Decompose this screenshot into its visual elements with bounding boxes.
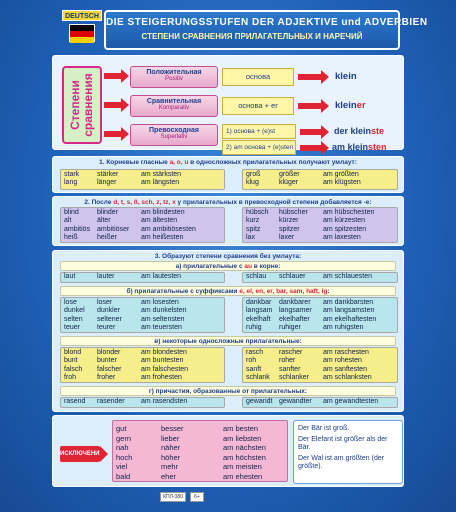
word-comparative: spitzer (279, 225, 300, 233)
table-row (61, 349, 224, 357)
table-row (113, 462, 287, 472)
degree-positive (130, 66, 218, 88)
panel-right (242, 297, 398, 333)
word-positive: viel (116, 462, 128, 472)
table-row (61, 366, 224, 374)
word-superlative: am schlauesten (323, 273, 373, 280)
word-positive: laut (64, 273, 76, 280)
word-positive: dunkel (64, 307, 85, 315)
word-comparative: roher (279, 357, 296, 365)
label-part: б) прилагательные с суффиксами (126, 288, 240, 295)
word-positive: lose (64, 299, 77, 306)
word-superlative: am höchsten (223, 452, 266, 462)
word-positive: gewandt (246, 398, 273, 405)
word-positive: blond (64, 349, 82, 356)
heading-part: 2. После (84, 199, 114, 206)
panel-left (60, 347, 225, 383)
word-positive: ambitiös (64, 225, 91, 233)
poster-title (104, 10, 428, 50)
example-superlative: Der Wal ist am größten (der größte). (298, 455, 385, 470)
word-positive: schlank (246, 374, 270, 382)
subheading-participles: г) причастия, образованные от прилагательных: (60, 386, 396, 396)
word-positive: langsam (246, 307, 273, 315)
result-arrow (298, 74, 322, 80)
word-comparative: blonder (97, 349, 121, 356)
word-positive: spitz (246, 225, 261, 233)
word-comparative: näher (161, 443, 181, 453)
panel-left (60, 207, 225, 243)
word-comparative: langsamer (279, 307, 312, 315)
word-comparative: höher (161, 452, 181, 462)
word-positive: ruhig (246, 324, 262, 332)
degree-superlative (130, 124, 218, 146)
result-stem: klein (335, 100, 357, 111)
heading-part: у прилагательных в превосходной степени добавляется -e: (175, 199, 372, 206)
word-superlative: am frohesten (141, 374, 182, 382)
result-ending: sten (368, 142, 387, 152)
word-comparative: größer (279, 171, 300, 178)
table-row (243, 316, 397, 324)
word-comparative: schlauer (279, 273, 306, 280)
subheading-au (60, 261, 396, 271)
result-ending: ste (371, 126, 385, 136)
example-note (293, 420, 403, 484)
word-table (61, 398, 224, 406)
word-superlative: am langsamsten (323, 307, 375, 315)
table-row (61, 273, 224, 281)
word-positive: rasend (64, 398, 86, 405)
word-table (61, 208, 224, 243)
connector-arrow (104, 131, 122, 137)
subheading-suffixes (60, 286, 396, 296)
word-comparative: seltener (97, 315, 122, 323)
table-row (243, 273, 397, 281)
word-comparative: heißer (97, 234, 117, 242)
degree-latin: Komparativ (158, 105, 190, 111)
section-heading (53, 197, 403, 206)
section-heading (53, 157, 403, 166)
word-positive: bunt (64, 357, 78, 365)
result-arrow (298, 103, 322, 109)
word-positive: schlau (246, 273, 267, 280)
word-comparative: sanfter (279, 365, 301, 373)
panel-left (60, 169, 225, 190)
exceptions-tag: ИСКЛЮЧЕНИЯ (60, 446, 100, 462)
badge-label: DEUTSCH (62, 10, 102, 21)
word-superlative: am laxesten (323, 234, 361, 242)
panel-right (242, 397, 398, 408)
word-superlative: am sanftesten (323, 365, 367, 373)
word-comparative: rascher (279, 349, 303, 356)
word-superlative: am losesten (141, 299, 179, 306)
degree-name: Положительная (146, 69, 202, 76)
word-positive: kurz (246, 217, 260, 225)
word-superlative: am ältesten (141, 217, 178, 225)
word-positive: lax (246, 234, 255, 242)
word-table (243, 348, 397, 383)
table-row (243, 299, 397, 307)
word-comparative: dankbarer (279, 299, 311, 306)
word-positive: stark (64, 171, 80, 178)
word-superlative: am stärksten (141, 171, 182, 178)
table-row (113, 472, 287, 482)
table-row (243, 357, 397, 365)
result-stem: klein (335, 71, 357, 82)
word-comparative: blinder (97, 209, 119, 216)
word-positive: rasch (246, 349, 264, 356)
title-russian: СТЕПЕНИ СРАВНЕНИЯ ПРИЛАГАТЕЛЬНЫХ И НАРЕЧИЙ (141, 32, 363, 41)
table-row (61, 217, 224, 225)
panel-right (242, 169, 398, 190)
word-comparative: teurer (97, 324, 116, 332)
label-part: в корне: (251, 263, 281, 270)
base-box: основа (222, 68, 294, 86)
connector-arrow (104, 102, 122, 108)
table-row (243, 217, 397, 225)
word-positive: ekelhaft (246, 315, 271, 323)
word-superlative: am ekelhaftesten (323, 315, 377, 323)
word-superlative: am schlanksten (323, 374, 372, 382)
result-positive (335, 71, 357, 82)
word-table (61, 170, 224, 188)
word-comparative: bunter (97, 357, 117, 365)
panel-right (242, 272, 398, 283)
table-row (61, 307, 224, 315)
panel-left (60, 397, 225, 408)
word-superlative: am blindesten (141, 209, 185, 216)
word-comparative: länger (97, 179, 117, 187)
table-row (243, 179, 397, 187)
panel-left (60, 272, 225, 283)
word-superlative: am größten (323, 171, 359, 178)
word-comparative: falscher (97, 365, 122, 373)
table-row (61, 234, 224, 242)
result-stem: am klein (332, 142, 369, 152)
table-row (243, 171, 397, 179)
table-row (243, 209, 397, 217)
word-positive: klug (246, 179, 259, 187)
word-positive: hoch (116, 452, 133, 462)
panel-left (60, 297, 225, 333)
table-row (61, 179, 224, 187)
word-superlative: am dunkelsten (141, 307, 187, 315)
table-row (61, 226, 224, 234)
word-table (243, 398, 397, 406)
word-positive: dankbar (246, 299, 272, 306)
degree-latin: Superlativ (160, 134, 188, 140)
panel-right (242, 347, 398, 383)
table-row (243, 234, 397, 242)
table-row (113, 453, 287, 463)
label-highlight: au (244, 263, 252, 270)
table-row (113, 434, 287, 444)
heading-highlight: a, o, u (169, 159, 189, 166)
connector-arrow (104, 73, 122, 79)
base-box-2: 2) am основа + (e)sten (222, 140, 296, 155)
panel-right (242, 207, 398, 243)
word-table (243, 298, 397, 333)
table-row (61, 398, 224, 406)
heading-part: в односложных прилагательных получают умлаут: (188, 159, 357, 166)
result-superlative-2 (332, 142, 387, 152)
word-superlative: am klügsten (323, 179, 361, 187)
result-ending: er (356, 100, 366, 111)
word-superlative: am meisten (223, 462, 262, 472)
deutsch-badge (62, 10, 102, 46)
word-positive: nah (116, 443, 129, 453)
word-superlative: am ruhigsten (323, 324, 364, 332)
word-comparative: gewandter (279, 398, 312, 405)
table-row (113, 443, 287, 453)
title-german: DIE STEIGERUNGSSTUFEN DER ADJEKTIVE und ADVERBIEN (106, 17, 428, 28)
degree-name: Сравнительная (146, 98, 202, 105)
heading-part: 1. Корневые гласные (99, 159, 170, 166)
product-code: КПЛ-380 (160, 492, 186, 502)
table-row (243, 307, 397, 315)
subheading-monosyllabic: в) некоторые односложные прилагательные: (60, 336, 396, 346)
section-heading: 3. Образуют степени сравнения без умлаута: (154, 253, 302, 260)
german-flag-icon (69, 24, 95, 42)
word-comparative: mehr (161, 462, 179, 472)
heading-highlight: d, t, s, ß, sch, z, tz, x (113, 199, 176, 206)
word-superlative: am nächsten (223, 443, 266, 453)
word-table (61, 348, 224, 383)
flag-stripe-gold (70, 37, 94, 43)
word-superlative: am buntesten (141, 357, 184, 365)
word-positive: roh (246, 357, 257, 365)
word-comparative: laxer (279, 234, 295, 242)
word-comparative: besser (161, 424, 184, 433)
word-comparative: lauter (97, 273, 115, 280)
word-superlative: am rohesten (323, 357, 362, 365)
word-superlative: am kürzesten (323, 217, 366, 225)
word-superlative: am ambitiösesten (141, 225, 196, 233)
degree-name: Превосходная (149, 127, 199, 134)
vertical-label-line1: Степени (68, 80, 82, 130)
word-comparative: schlanker (279, 374, 309, 382)
word-positive: selten (64, 315, 83, 323)
example-positive: Der Bär ist groß. (298, 425, 350, 432)
result-superlative-1 (334, 126, 384, 136)
word-superlative: am falschesten (141, 365, 189, 373)
word-superlative: am heißesten (141, 234, 184, 242)
vertical-label-text (69, 73, 95, 137)
word-positive: alt (64, 217, 72, 225)
label-part: : (327, 288, 330, 295)
example-comparative: Der Elefant ist größer als der Bär. (298, 436, 388, 451)
label-highlight: e, el, en, er, bar, sam, haft, ig (239, 288, 328, 295)
word-positive: bald (116, 471, 131, 481)
degree-latin: Positiv (165, 76, 183, 82)
word-superlative: am blondesten (141, 349, 187, 356)
word-superlative: am dankbarsten (323, 299, 374, 306)
table-row (243, 226, 397, 234)
table-row (243, 324, 397, 332)
word-table (243, 208, 397, 243)
word-comparative: kürzer (279, 217, 299, 225)
table-row (243, 349, 397, 357)
word-table (113, 421, 287, 482)
degrees-vertical-label (62, 66, 102, 144)
table-row (61, 374, 224, 382)
word-positive: groß (246, 171, 261, 178)
word-superlative: am lautesten (141, 273, 182, 280)
word-positive: heiß (64, 234, 78, 242)
result-comparative (335, 100, 366, 111)
word-table (243, 170, 397, 188)
word-positive: blind (64, 209, 79, 216)
base-box: основа + er (222, 97, 294, 115)
word-comparative: stärker (97, 171, 119, 178)
word-positive: gern (116, 433, 132, 443)
word-superlative: am liebsten (223, 433, 262, 443)
word-superlative: am raschesten (323, 349, 369, 356)
word-table (61, 298, 224, 333)
degree-comparative (130, 95, 218, 117)
table-row (243, 374, 397, 382)
word-positive: hübsch (246, 209, 269, 216)
word-comparative: dunkler (97, 307, 120, 315)
age-rating: 6+ (190, 492, 204, 502)
word-comparative: ambitiöser (97, 225, 130, 233)
word-superlative: am längsten (141, 179, 180, 187)
word-comparative: klüger (279, 179, 299, 187)
table-row (61, 324, 224, 332)
word-comparative: rasender (97, 398, 125, 405)
table-row (243, 398, 397, 406)
base-box-1: 1) основа + (e)st (222, 124, 296, 139)
table-row (113, 424, 287, 434)
word-superlative: am ehesten (223, 471, 263, 481)
word-positive: sanft (246, 365, 262, 373)
word-superlative: am gewandtesten (323, 398, 379, 405)
word-superlative: am hübschesten (323, 209, 375, 216)
word-table (61, 273, 224, 281)
word-comparative: loser (97, 299, 113, 306)
word-positive: lang (64, 179, 78, 187)
word-comparative: ruhiger (279, 324, 301, 332)
table-row (61, 357, 224, 365)
word-comparative: ekelhafter (279, 315, 310, 323)
word-superlative: am besten (223, 424, 259, 433)
table-row (61, 171, 224, 179)
word-comparative: hübscher (279, 209, 308, 216)
result-arrow (300, 145, 322, 151)
word-positive: gut (116, 424, 127, 433)
result-stem: der klein (334, 126, 372, 136)
word-superlative: am seltensten (141, 315, 185, 323)
table-row (61, 316, 224, 324)
exceptions-panel (112, 420, 288, 482)
word-positive: teuer (64, 324, 80, 332)
word-comparative: lieber (161, 433, 180, 443)
word-comparative: eher (161, 471, 177, 481)
word-positive: falsch (64, 365, 83, 373)
vertical-label-line2: сравнения (81, 73, 95, 137)
word-superlative: am spitzesten (323, 225, 367, 233)
word-superlative: am teuersten (141, 324, 182, 332)
table-row (61, 299, 224, 307)
result-arrow (300, 129, 322, 135)
table-row (61, 209, 224, 217)
word-positive: froh (64, 374, 77, 382)
word-superlative: am rasendsten (141, 398, 188, 405)
label-part: а) прилагательные с (175, 263, 245, 270)
table-row (243, 366, 397, 374)
word-comparative: älter (97, 217, 111, 225)
word-table (243, 273, 397, 281)
word-comparative: froher (97, 374, 116, 382)
